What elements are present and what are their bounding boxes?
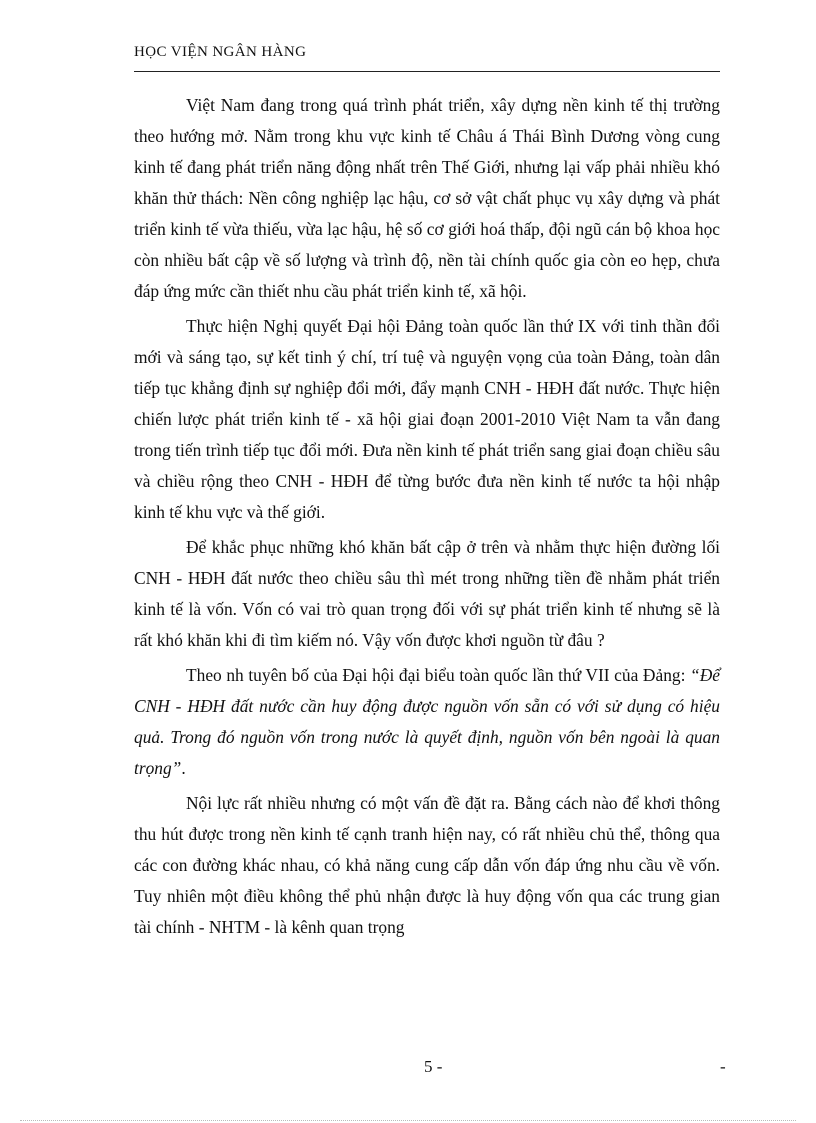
document-body — [134, 90, 720, 947]
paragraph-5: Nội lực rất nhiều nhưng có một vấn đề đặt ra. Bằng cách nào để khơi thông thu hút được trong nền kinh tế cạnh tranh hiện nay, có rất nhiều chủ thể, thông qua các con đường khác nhau, có khả năng cung cấp dẫn vốn đáp ứng nhu cầu về vốn. Tuy nhiên một điều không thể phủ nhận được là huy động vốn qua các trung gian tài chính - NHTM - là kênh quan trọng — [134, 793, 720, 937]
paragraph-3: Để khắc phục những khó khăn bất cập ở trên và nhằm thực hiện đường lối CNH - HĐH đất nước theo chiều sâu thì mét trong những tiền đề nhằm phát triển kinh tế là vốn. Vốn có vai trò quan trọng đối với sự phát triển kinh tế nhưng sẽ là rất khó khăn khi đi tìm kiếm nó. Vậy vốn được khơi nguồn từ đâu ? — [134, 537, 720, 650]
paragraph-4 — [134, 660, 720, 784]
footer-trailing-mark: - — [720, 1057, 726, 1076]
paragraph-4-lead: Theo nh tuyên bố của Đại hội đại biểu toàn quốc lần thứ VII của Đảng: — [186, 665, 691, 685]
paragraph-1: Việt Nam đang trong quá trình phát triển, xây dựng nền kinh tế thị trường theo hướng mở. Nằm trong khu vực kinh tế Châu á Thái Bình Dương vòng cung kinh tế đang phát triển năng động nhất trên Thế Giới, nhưng lại vấp phải nhiều khó khăn thử thách: Nền công nghiệp lạc hậu, cơ sở vật chất phục vụ xây dựng và phát triển kinh tế vừa thiếu, vừa lạc hậu, hệ số cơ giới hoá thấp, đội ngũ cán bộ khoa học còn nhiều bất cập về số lượng và trình độ, nền tài chính quốc gia còn eo hẹp, chưa đáp ứng mức cần thiết nhu cầu phát triển kinh tế, xã hội. — [134, 95, 720, 301]
paragraph-2: Thực hiện Nghị quyết Đại hội Đảng toàn quốc lần thứ IX với tinh thần đổi mới và sáng tạo, sự kết tinh ý chí, trí tuệ và nguyện vọng của toàn Đảng, toàn dân tiếp tục khẳng định sự nghiệp đổi mới, đẩy mạnh CNH - HĐH đất nước. Thực hiện chiến lược phát triển kinh tế - xã hội giai đoạn 2001-2010 Việt Nam ta vẫn đang trong tiến trình tiếp tục đổi mới. Đưa nền kinh tế phát triển sang giai đoạn chiều sâu và chiều rộng theo CNH - HĐH để từng bước đưa nền kinh tế nước ta hội nhập kinh tế khu vực và thế giới. — [134, 316, 720, 522]
header-divider — [134, 71, 720, 72]
page-bottom-dotted-border — [20, 1120, 796, 1121]
paragraph-4-end: . — [181, 758, 186, 778]
page-header-title: HỌC VIỆN NGÂN HÀNG — [134, 44, 307, 60]
page-number: 5 - — [424, 1057, 443, 1076]
paragraph-4-quote: “Để CNH - HĐH đất nước cần huy động được nguồn vốn sẵn có với sử dụng có hiệu quả. Trong đó nguồn vốn trong nước là quyết định, nguồn vốn bên ngoài là quan trọng” — [134, 665, 720, 778]
